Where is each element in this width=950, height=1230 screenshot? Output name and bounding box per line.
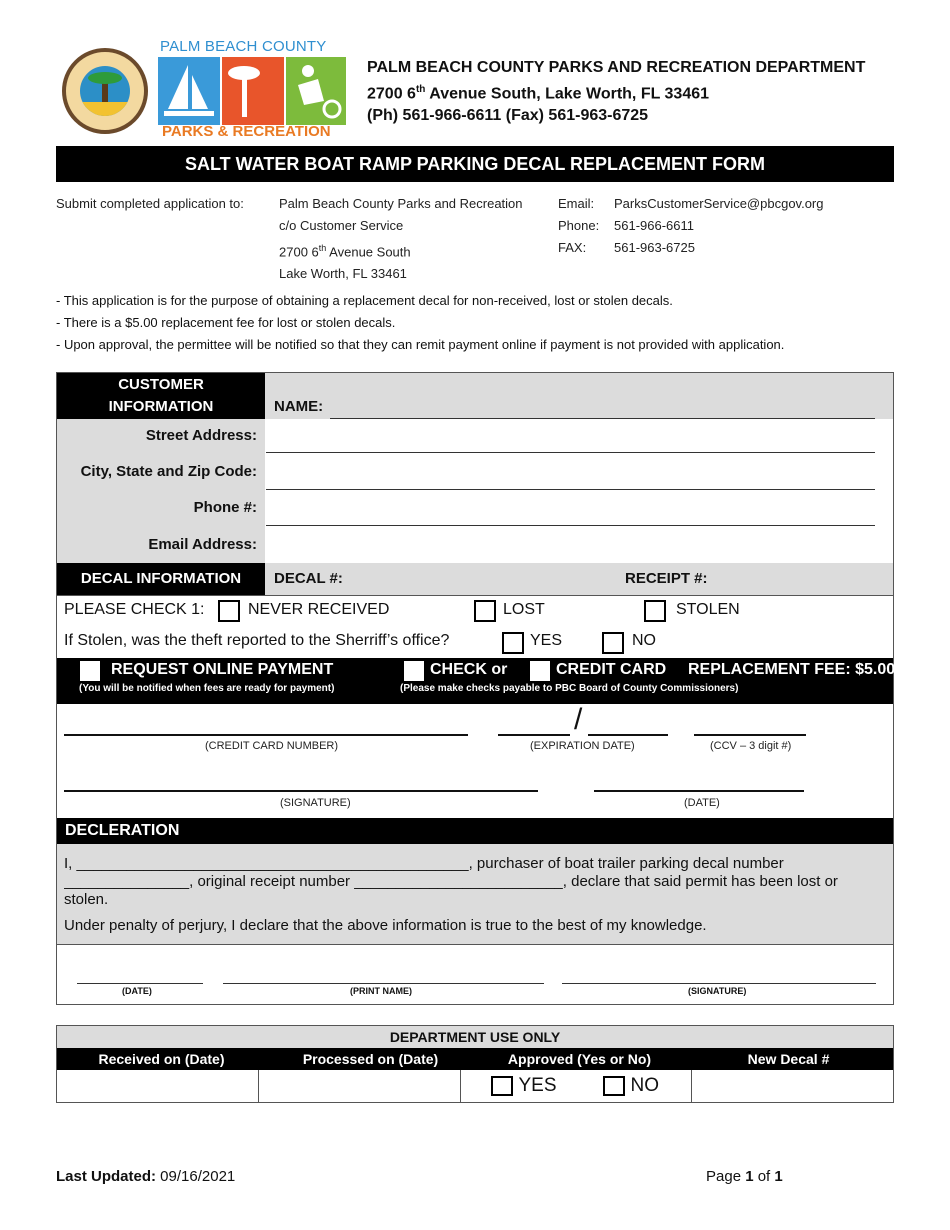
- phone-label: Phone #:: [193, 499, 257, 516]
- payment-signature-field[interactable]: [64, 790, 538, 792]
- replacement-fee: REPLACEMENT FEE: $5.00: [688, 661, 896, 678]
- processed-date-cell[interactable]: [259, 1070, 461, 1102]
- notes-list: [56, 290, 784, 356]
- note-item: - There is a $5.00 replacement fee for lost or stolen decals.: [56, 315, 396, 330]
- name-field-bg: [265, 373, 893, 419]
- page-number: Page 1 of 1: [706, 1168, 783, 1185]
- email-label: Email Address:: [148, 536, 257, 553]
- department-use-header-row: [57, 1048, 893, 1070]
- received-date-cell[interactable]: [57, 1070, 259, 1102]
- expiration-caption: (EXPIRATION DATE): [530, 740, 635, 752]
- theft-yes-label: YES: [530, 632, 563, 649]
- declaration-print-name-caption: (PRINT NAME): [350, 986, 412, 996]
- county-seal-logo: [62, 48, 148, 134]
- stolen-label: STOLEN: [676, 601, 740, 618]
- department-name: PALM BEACH COUNTY PARKS AND RECREATION DEPARTMENT: [367, 59, 866, 76]
- declaration-line: I, _______________________________________________, purchaser of boat trailer parking decal number: [64, 855, 784, 872]
- date-slash: /: [574, 703, 583, 736]
- palm-tree-icon: [80, 66, 130, 116]
- approved-no-label: NO: [630, 1075, 660, 1096]
- decal-number-field[interactable]: [345, 566, 615, 592]
- contact-values: [614, 193, 823, 259]
- email-field[interactable]: [266, 535, 875, 561]
- table-row: [57, 1070, 893, 1102]
- note-item: - Upon approval, the permittee will be notified so that they can remit payment online if payment is not provided with application.: [56, 337, 785, 352]
- decal-number-label: DECAL #:: [274, 570, 343, 587]
- check-or-label: CHECK or: [430, 661, 508, 678]
- city-label: City, State and Zip Code:: [80, 463, 257, 480]
- payment-signature-caption: (SIGNATURE): [280, 797, 351, 809]
- approved-no-checkbox[interactable]: [603, 1076, 625, 1096]
- phone-field[interactable]: [266, 525, 875, 526]
- divider: [57, 595, 893, 596]
- decal-section-label: DECAL INFORMATION: [57, 563, 265, 595]
- column-header: Processed on (Date): [302, 1051, 439, 1067]
- street-field[interactable]: [266, 452, 875, 453]
- declaration-line: stolen.: [64, 891, 109, 908]
- name-label: NAME:: [274, 398, 324, 415]
- contact-labels: Email: Phone: FAX:: [558, 196, 600, 255]
- column-header: New Decal #: [747, 1051, 830, 1067]
- declaration-text: [64, 855, 886, 935]
- credit-card-number-field[interactable]: [64, 734, 468, 736]
- declaration-date-caption: (DATE): [122, 986, 152, 996]
- declaration-date-field[interactable]: [77, 983, 203, 984]
- form-title: SALT WATER BOAT RAMP PARKING DECAL REPLACEMENT FORM: [56, 146, 894, 182]
- expiration-year-field[interactable]: [588, 734, 668, 736]
- contact-fax: 561-963-6725: [614, 240, 695, 255]
- never-received-label: NEVER RECEIVED: [248, 601, 390, 618]
- department-phone-fax: (Ph) 561-966-6611 (Fax) 561-963-6725: [367, 107, 649, 125]
- theft-yes-checkbox[interactable]: [502, 632, 524, 654]
- submit-label: Submit completed application to:: [56, 196, 244, 211]
- customer-section-label: CUSTOMER INFORMATION: [57, 373, 265, 419]
- expiration-month-field[interactable]: [498, 734, 570, 736]
- stolen-checkbox[interactable]: [644, 600, 666, 622]
- theft-no-label: NO: [632, 632, 656, 649]
- receipt-number-field[interactable]: [710, 566, 885, 592]
- credit-card-label: CREDIT CARD: [556, 661, 667, 678]
- street-label: Street Address:: [145, 427, 257, 444]
- column-header: Received on (Date): [98, 1051, 225, 1067]
- declaration-section-label: DECLERATION: [57, 818, 893, 844]
- submit-address: Palm Beach County Parks and Recreation c/o Customer Service 2700 6th Avenue South Lake Worth, FL 33461: [279, 196, 523, 282]
- ccv-caption: (CCV – 3 digit #): [710, 740, 792, 752]
- department-info: [367, 57, 865, 127]
- approved-yes-label: YES: [518, 1075, 557, 1096]
- never-received-checkbox[interactable]: [218, 600, 240, 622]
- check-payable-note: (Please make checks payable to PBC Board of County Commissioners): [400, 683, 739, 694]
- check-prompt: PLEASE CHECK 1:: [64, 601, 205, 618]
- logo-title: PALM BEACH COUNTY: [160, 38, 327, 55]
- last-updated: Last Updated: 09/16/2021: [56, 1168, 236, 1185]
- name-field[interactable]: [330, 418, 875, 419]
- approved-cell: [461, 1070, 693, 1102]
- receipt-number-label: RECEIPT #:: [625, 570, 708, 587]
- declaration-signature-field[interactable]: [562, 983, 876, 984]
- payment-date-field[interactable]: [594, 790, 804, 792]
- declaration-signature-caption: (SIGNATURE): [688, 986, 747, 996]
- credit-card-number-caption: (CREDIT CARD NUMBER): [205, 740, 339, 752]
- column-header: Approved (Yes or No): [507, 1051, 652, 1067]
- theft-question: If Stolen, was the theft reported to the Sherriff’s office?: [64, 632, 450, 649]
- note-item: - This application is for the purpose of obtaining a replacement decal for non-received, lost or stolen decals.: [56, 293, 673, 308]
- lost-checkbox[interactable]: [474, 600, 496, 622]
- declaration-line: _______________, original receipt number _________________________, declare that said permit has been lost or: [64, 873, 838, 890]
- theft-no-checkbox[interactable]: [602, 632, 624, 654]
- department-address: 2700 6th Avenue South, Lake Worth, FL 33461: [367, 84, 710, 103]
- contact-phone: 561-966-6611: [614, 218, 694, 233]
- parks-recreation-logo: [158, 57, 346, 125]
- declaration-line: Under penalty of perjury, I declare that the above information is true to the best of my knowledge.: [64, 917, 707, 934]
- approved-yes-checkbox[interactable]: [491, 1076, 513, 1096]
- online-payment-note: (You will be notified when fees are ready for payment): [79, 683, 335, 694]
- lost-label: LOST: [503, 601, 545, 618]
- contact-email: ParksCustomerService@pbcgov.org: [614, 196, 824, 211]
- declaration-print-name-field[interactable]: [223, 983, 544, 984]
- logo-subtitle: PARKS & RECREATION: [162, 123, 331, 140]
- online-payment-label: REQUEST ONLINE PAYMENT: [111, 661, 334, 678]
- online-payment-checkbox[interactable]: [80, 661, 100, 681]
- check-payment-checkbox[interactable]: [404, 661, 424, 681]
- new-decal-cell[interactable]: [692, 1070, 893, 1102]
- divider: [57, 944, 893, 945]
- city-field[interactable]: [266, 489, 875, 490]
- payment-date-caption: (DATE): [684, 797, 720, 809]
- ccv-field[interactable]: [694, 734, 806, 736]
- credit-card-checkbox[interactable]: [530, 661, 550, 681]
- department-use-title: DEPARTMENT USE ONLY: [57, 1026, 893, 1048]
- department-use-table: [56, 1025, 894, 1103]
